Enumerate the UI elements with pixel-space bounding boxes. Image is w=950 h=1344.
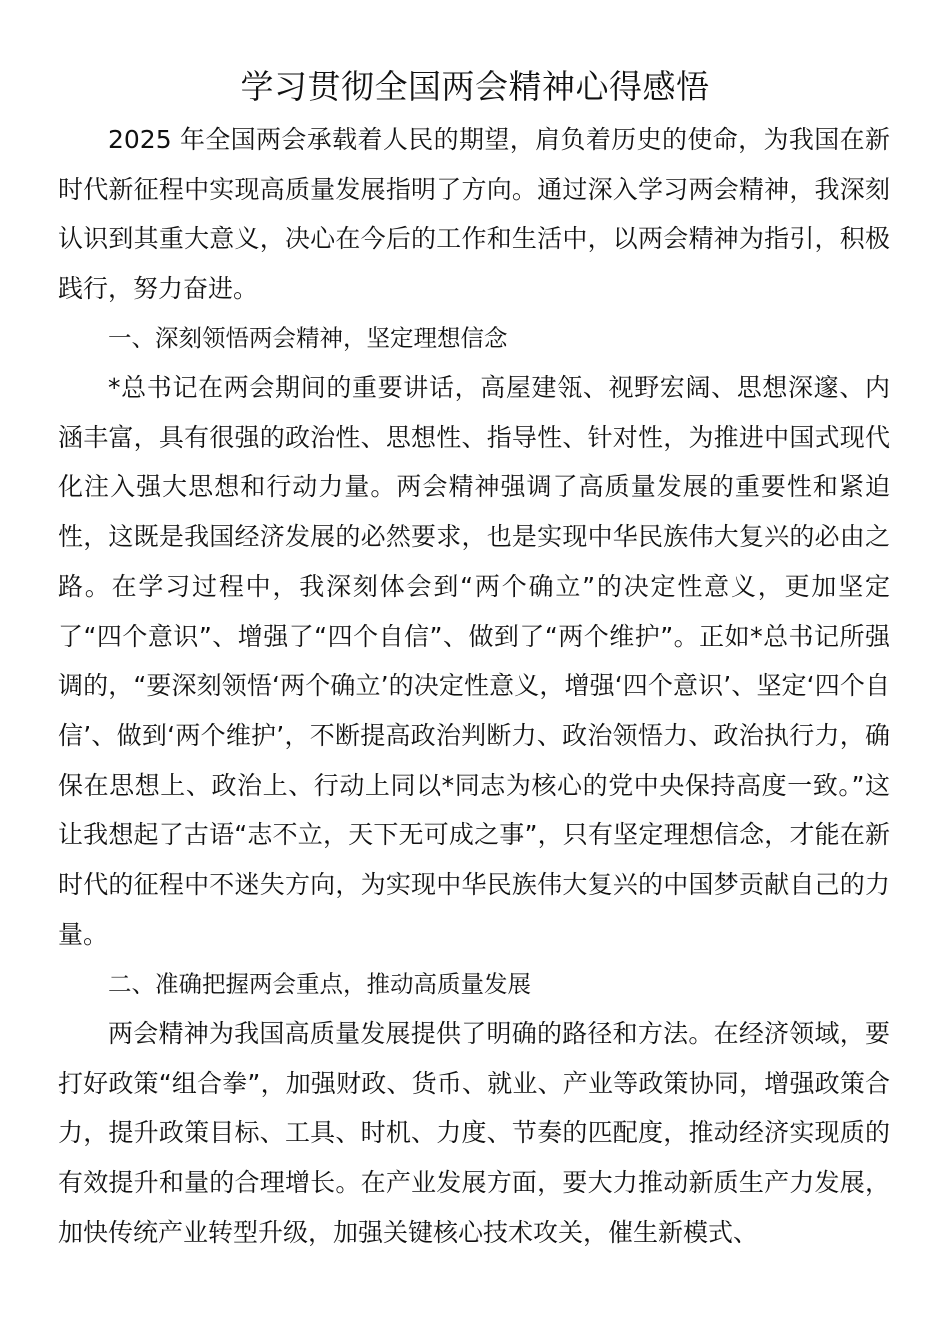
paragraph-intro: 2025 年全国两会承载着人民的期望，肩负着历史的使命，为我国在新时代新征程中实现高质量发展指明了方向。通过深入学习两会精神，我深刻认识到其重大意义，决心在今后的工作和生活中，以两会精神为指引，积极践行，努力奋进。 — [58, 125, 890, 304]
section-heading-1: 一、深刻领悟两会精神，坚定理想信念 — [108, 324, 508, 352]
paragraph-section-2: 两会精神为我国高质量发展提供了明确的路径和方法。在经济领域，要打好政策“组合拳”，加强财政、货币、就业、产业等政策协同，增强政策合力，提升政策目标、工具、时机、力度、节奏的匹配度，推动经济实现质的有效提升和量的合理增长。在产业发展方面，要大力推动新质生产力发展，加快传统产业转型升级，加强关键核心技术攻关，催生新模式、 — [58, 1019, 890, 1247]
document-title: 学习贯彻全国两会精神心得感悟 — [240, 67, 710, 106]
paragraph-section-1: *总书记在两会期间的重要讲话，高屋建瓴、视野宏阔、思想深邃、内涵丰富，具有很强的政治性、思想性、指导性、针对性，为推进中国式现代化注入强大思想和行动力量。两会精神强调了高质量发展的重要性和紧迫性，这既是我国经济发展的必然要求，也是实现中华民族伟大复兴的必由之路。在学习过程中，我深刻体会到“两个确立”的决定性意义，更加坚定了“四个意识”、增强了“四个自信”、做到了“两个维护”。正如*总书记所强调的，“要深刻领悟‘两个确立’的决定性意义，增强‘四个意识’、坚定‘四个自信’、做到‘两个维护’，不断提高政治判断力、政治领悟力、政治执行力，确保在思想上、政治上、行动上同以*同志为核心的党中央保持高度一致。”这让我想起了古语“志不立，天下无可成之事”，只有坚定理想信念，才能在新时代的征程中不迷失方向，为实现中华民族伟大复兴的中国梦贡献自己的力量。 — [58, 373, 890, 949]
section-heading-2: 二、准确把握两会重点，推动高质量发展 — [108, 970, 531, 998]
